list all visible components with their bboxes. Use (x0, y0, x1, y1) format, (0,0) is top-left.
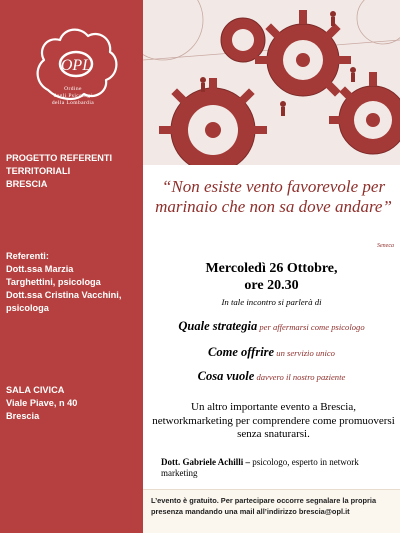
speaker-name: Dott. Gabriele Achilli – (161, 457, 250, 467)
referents-line: Dott.ssa Marzia (6, 264, 74, 274)
referents-heading: Referenti: (6, 251, 49, 261)
referents-line: psicologa (6, 303, 49, 313)
topic-bold: Cosa vuole (197, 369, 255, 383)
referents-line: Dott.ssa Cristina Vacchini, (6, 290, 122, 300)
footer-note: L’evento è gratuito. Per partecipare occorre segnalare la propria presenza mandando una mail all’indirizzo brescia@opl.it (143, 489, 400, 533)
topic-bold: Come offrire (208, 345, 275, 359)
event-description: Un altro importante evento a Brescia, networkmarketing per comprendere come promuoversi senza snaturarsi. (152, 401, 395, 440)
speaker-info (161, 457, 393, 479)
event-intro: In tale incontro si parlerà di (221, 297, 322, 307)
speaker-role: psicologo, esperto in network marketing (161, 457, 359, 478)
sidebar (0, 0, 143, 533)
topic-rest: davvero il nostro paziente (256, 372, 346, 382)
logo-text (20, 86, 126, 107)
topic-bold: Quale strategia (178, 319, 258, 333)
project-line: TERRITORIALI (6, 166, 71, 176)
logo-line: Ordine (64, 86, 82, 92)
venue-line: Viale Piave, n 40 (6, 398, 78, 408)
venue-line: SALA CIVICA (6, 385, 65, 395)
project-line: PROGETTO REFERENTI (6, 153, 113, 163)
gears-illustration (143, 0, 400, 165)
topic-item (143, 345, 400, 360)
logo-line: della Lombardia (51, 100, 95, 106)
logo-monogram: OPL (60, 57, 92, 74)
venue-line: Brescia (6, 411, 40, 421)
topic-item (143, 319, 400, 334)
topic-rest: per affermarsi come psicologo (259, 322, 365, 332)
topic-item (143, 369, 400, 384)
event-date-line: Mercoledì 26 Ottobre, (205, 261, 338, 276)
project-line: BRESCIA (6, 179, 48, 189)
topic-rest: un servizio unico (276, 348, 335, 358)
referents-line: Targhettini, psicologa (6, 277, 101, 287)
quote-text: “Non esiste vento favorevole per marinaio che non sa dove andare” (155, 177, 392, 216)
venue-block (6, 384, 140, 423)
quote-author: Seneca (377, 243, 394, 249)
event-time-line: ore 20.30 (244, 278, 299, 293)
referents-block (6, 250, 140, 315)
event-date (143, 260, 400, 294)
logo-line: degli Psicologi (53, 93, 93, 99)
project-title (6, 152, 140, 191)
